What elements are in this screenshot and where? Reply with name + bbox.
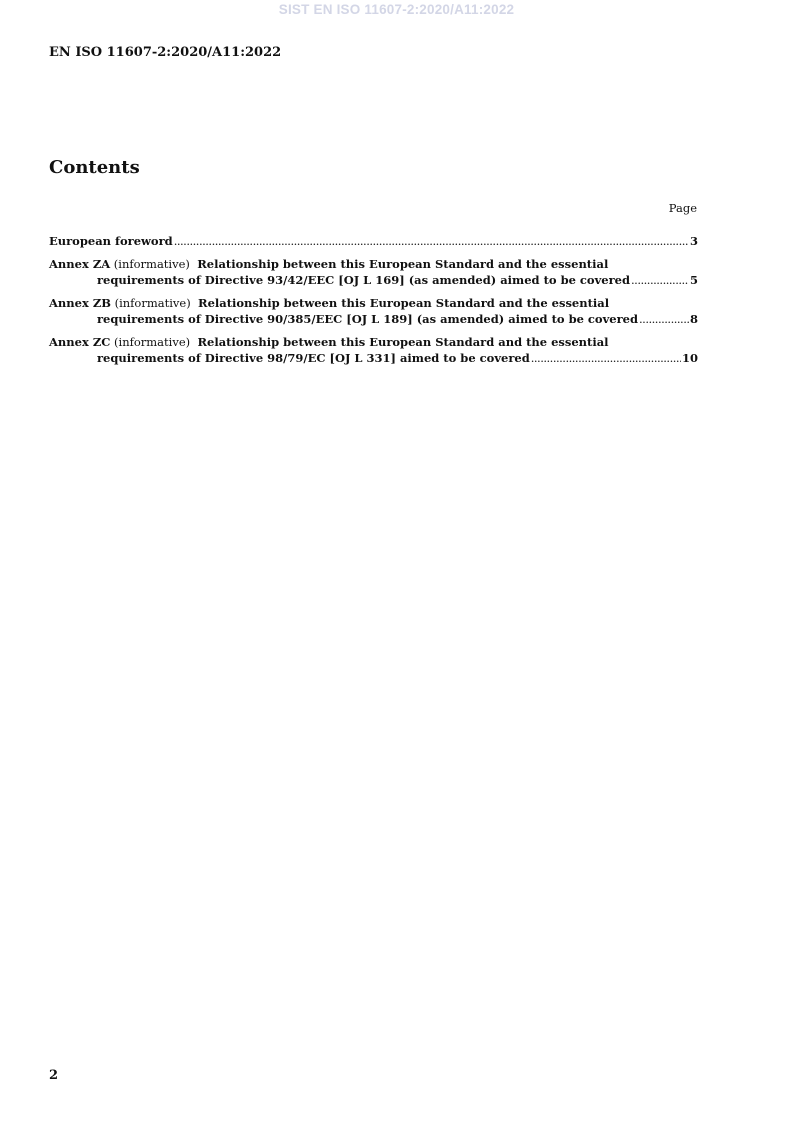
document-id-header: EN ISO 11607-2:2020/A11:2022: [49, 45, 282, 60]
contents-heading: Contents: [49, 157, 140, 178]
annex-qualifier: (informative): [114, 335, 191, 349]
annex-label[interactable]: Annex ZB: [49, 296, 111, 310]
toc-entry-foreword[interactable]: [49, 233, 698, 249]
dot-leader: [639, 311, 689, 327]
annex-qualifier: (informative): [113, 257, 190, 271]
toc-entry-title[interactable]: European foreword: [49, 234, 173, 248]
footer-page-number: 2: [49, 1068, 59, 1083]
toc-entry-annex-za[interactable]: [49, 256, 698, 288]
toc-entry-title[interactable]: Relationship between this European Standard and the essential: [198, 296, 610, 310]
toc-entry-title-continued[interactable]: requirements of Directive 90/385/EEC [OJ L 189] (as amended) aimed to be covered: [97, 312, 639, 326]
toc-page-number: 5: [689, 273, 698, 287]
annex-qualifier: (informative): [114, 296, 191, 310]
page-column-label: Page: [668, 201, 697, 215]
toc-entry-annex-zb[interactable]: [49, 295, 698, 327]
table-of-contents: [49, 233, 698, 373]
annex-label[interactable]: Annex ZC: [49, 335, 111, 349]
toc-entry-annex-zc[interactable]: [49, 334, 698, 366]
toc-page-number: 3: [689, 234, 698, 248]
toc-entry-title[interactable]: Relationship between this European Standard and the essential: [197, 257, 609, 271]
dot-leader: [631, 272, 689, 288]
dot-leader: [174, 233, 689, 249]
toc-entry-title-continued[interactable]: requirements of Directive 98/79/EC [OJ L 331] aimed to be covered: [97, 351, 530, 365]
watermark: SIST EN ISO 11607-2:2020/A11:2022: [278, 2, 515, 17]
toc-page-number: 10: [681, 351, 698, 365]
toc-entry-title[interactable]: Relationship between this European Standard and the essential: [197, 335, 609, 349]
dot-leader: [531, 350, 681, 366]
annex-label[interactable]: Annex ZA: [49, 257, 111, 271]
toc-page-number: 8: [689, 312, 698, 326]
toc-entry-title-continued[interactable]: requirements of Directive 93/42/EEC [OJ L 169] (as amended) aimed to be covered: [97, 273, 631, 287]
